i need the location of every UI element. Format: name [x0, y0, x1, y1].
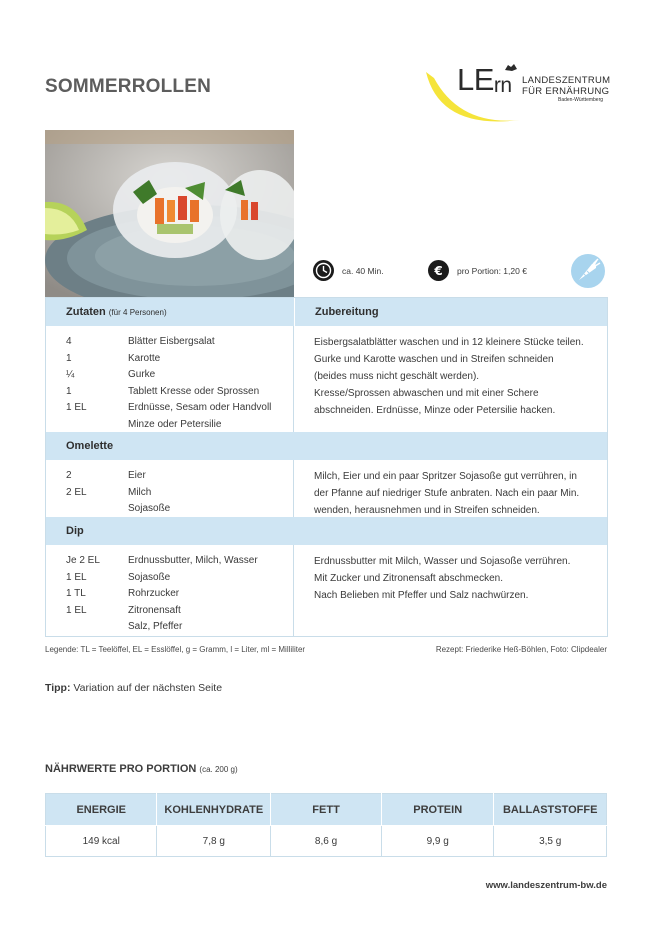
nutrition-value-row: [46, 826, 607, 857]
nutrition-header-cell: BALLASTSTOFFE: [494, 794, 607, 826]
ingredient-row: [66, 384, 293, 401]
ingredient-name: Rohrzucker: [128, 588, 180, 599]
main-preparation: [294, 326, 607, 432]
ingredient-row: [66, 417, 293, 434]
preparation-line: Nach Belieben mit Pfeffer und Salz nachwürzen.: [314, 590, 529, 601]
nutrition-title-label: NÄHRWERTE PRO PORTION: [45, 763, 197, 775]
dip-preparation: [294, 545, 607, 636]
ingredient-name: Tablett Kresse oder Sprossen: [128, 385, 260, 397]
ingredient-row: [66, 468, 293, 485]
ingredients-header-label: Zutaten: [66, 306, 106, 318]
ingredient-amount: 1: [66, 352, 72, 364]
ingredient-name: Gurke: [128, 369, 156, 380]
recipe-header-band: [46, 298, 607, 326]
dip-ingredients: [46, 545, 294, 636]
ingredient-name: Blätter Eisbergsalat: [128, 336, 215, 347]
ingredient-name: Milch: [128, 486, 152, 498]
tipp-note: [45, 682, 222, 694]
logo-mark-rn: rn: [493, 74, 512, 97]
omelette-header: Omelette: [46, 432, 607, 460]
ingredient-amount: 1: [66, 385, 72, 397]
ingredient-amount: [66, 501, 128, 518]
ingredient-name: Salz, Pfeffer: [128, 621, 183, 632]
preparation-line: Gurke und Karotte waschen und in Streifen schneiden: [314, 354, 554, 365]
ingredient-amount: 1 EL: [66, 571, 87, 583]
clock-icon: [313, 260, 334, 281]
euro-icon: [428, 260, 449, 281]
ingredient-amount: Je 2 EL: [66, 555, 100, 566]
time-info: [313, 260, 384, 281]
preparation-line: (beides muss nicht geschält werden).: [314, 371, 480, 382]
preparation-line: Eisbergsalatblätter waschen und in 12 kleinere Stücke teilen.: [314, 337, 584, 348]
nutrition-value-cell: 3,5 g: [494, 826, 607, 857]
ingredient-amount: 2 EL: [66, 486, 87, 498]
lern-logo: [420, 58, 620, 128]
omelette-ingredients: [46, 460, 294, 517]
nutrition-header-row: [46, 794, 607, 826]
nutrition-value-cell: 149 kcal: [46, 826, 157, 857]
omelette-preparation: [294, 460, 607, 517]
nutrition-title: [45, 763, 238, 775]
nutrition-header-cell: PROTEIN: [382, 794, 494, 826]
ingredient-row: [66, 400, 293, 417]
omelette-section: [46, 460, 607, 517]
time-label: ca. 40 Min.: [342, 265, 384, 276]
ingredient-amount: [66, 417, 128, 434]
ingredient-row: [66, 603, 293, 620]
ingredient-name: Minze oder Petersilie: [128, 418, 222, 430]
preparation-line: der Pfanne auf niedriger Stufe anbraten. Nach ein paar Min.: [314, 488, 580, 499]
preparation-line: abschneiden. Erdnüsse, Minze oder Petersilie hacken.: [314, 405, 556, 416]
preparation-line: wenden, herausnehmen und in Streifen schneiden.: [314, 505, 540, 516]
ingredient-amount: 1 TL: [66, 588, 86, 599]
preparation-line: Mit Zucker und Zitronensaft abschmecken.: [314, 573, 503, 584]
preparation-line: Kresse/Sprossen abwaschen und mit einer Schere: [314, 388, 539, 399]
ingredients-header: [46, 306, 294, 318]
ingredient-amount: ¼: [66, 369, 75, 380]
ingredient-row: [66, 351, 293, 368]
ingredient-row: [66, 501, 293, 518]
preparation-line: Milch, Eier und ein paar Spritzer Sojasoße gut verrühren, in: [314, 471, 577, 482]
ingredient-name: Zitronensaft: [128, 604, 181, 616]
dip-header: Dip: [46, 517, 607, 545]
main-ingredients: [46, 326, 294, 432]
nutrition-value-cell: 7,8 g: [157, 826, 271, 857]
ingredient-name: Sojasoße: [128, 503, 171, 514]
clock-face-icon: [315, 262, 332, 279]
page-title: SOMMERROLLEN: [45, 76, 212, 97]
ingredient-amount: 1 EL: [66, 402, 87, 413]
footer-url[interactable]: www.landeszentrum-bw.de: [485, 880, 607, 891]
nutrition-value-cell: 9,9 g: [382, 826, 494, 857]
ingredient-row: [66, 619, 293, 636]
nutrition-subtitle: (ca. 200 g): [199, 765, 238, 774]
logo-mark-le: LE: [457, 62, 494, 97]
ingredient-amount: 4: [66, 336, 72, 347]
carrot-icon: [570, 253, 606, 289]
ingredient-row: [66, 553, 293, 570]
logo-line-landeszentrum: LANDESZENTRUM: [522, 75, 611, 86]
ingredient-row: [66, 485, 293, 502]
nutrition-header-cell: KOHLENHYDRATE: [157, 794, 271, 826]
lion-emblem-icon: [504, 63, 518, 72]
logo-line-ernaehrung: FÜR ERNÄHRUNG: [522, 86, 610, 97]
preparation-header: Zubereitung: [315, 306, 379, 318]
price-info: [428, 260, 527, 281]
ingredient-amount: 2: [66, 470, 72, 481]
tipp-text: Variation auf der nächsten Seite: [70, 682, 223, 694]
recipe-photo: [45, 130, 294, 297]
dip-section: [46, 545, 607, 636]
legend-text: Legende: TL = Teelöffel, EL = Esslöffel, g = Gramm, l = Liter, ml = Milliliter: [45, 645, 306, 654]
ingredient-name: Eier: [128, 470, 146, 481]
ingredient-name: Erdnüsse, Sesam oder Handvoll: [128, 402, 272, 413]
credits-text: Rezept: Friederike Heß-Böhlen, Foto: Clipdealer: [435, 645, 607, 654]
preparation-line: Erdnussbutter mit Milch, Wasser und Sojasoße verrühren.: [314, 556, 571, 567]
ingredient-row: [66, 586, 293, 603]
recipe-table: [45, 297, 608, 637]
nutrition-header-cell: ENERGIE: [46, 794, 157, 826]
tipp-label: Tipp:: [45, 682, 71, 694]
ingredient-amount: 1 EL: [66, 604, 87, 616]
ingredient-name: Karotte: [128, 352, 161, 364]
ingredient-name: Sojasoße: [128, 571, 171, 583]
ingredients-header-sub: (für 4 Personen): [108, 308, 167, 317]
nutrition-value-cell: 8,6 g: [271, 826, 382, 857]
ingredient-amount: [66, 619, 128, 636]
ingredient-row: [66, 570, 293, 587]
euro-symbol: €: [434, 263, 443, 278]
main-section: [46, 326, 607, 432]
ingredient-name: Erdnussbutter, Milch, Wasser: [128, 555, 258, 566]
nutrition-table: [45, 793, 607, 857]
price-label: pro Portion: 1,20 €: [457, 265, 527, 276]
logo-line-bw: Baden-Württemberg: [558, 97, 604, 103]
ingredient-row: [66, 334, 293, 351]
ingredient-row: [66, 367, 293, 384]
nutrition-header-cell: FETT: [271, 794, 382, 826]
